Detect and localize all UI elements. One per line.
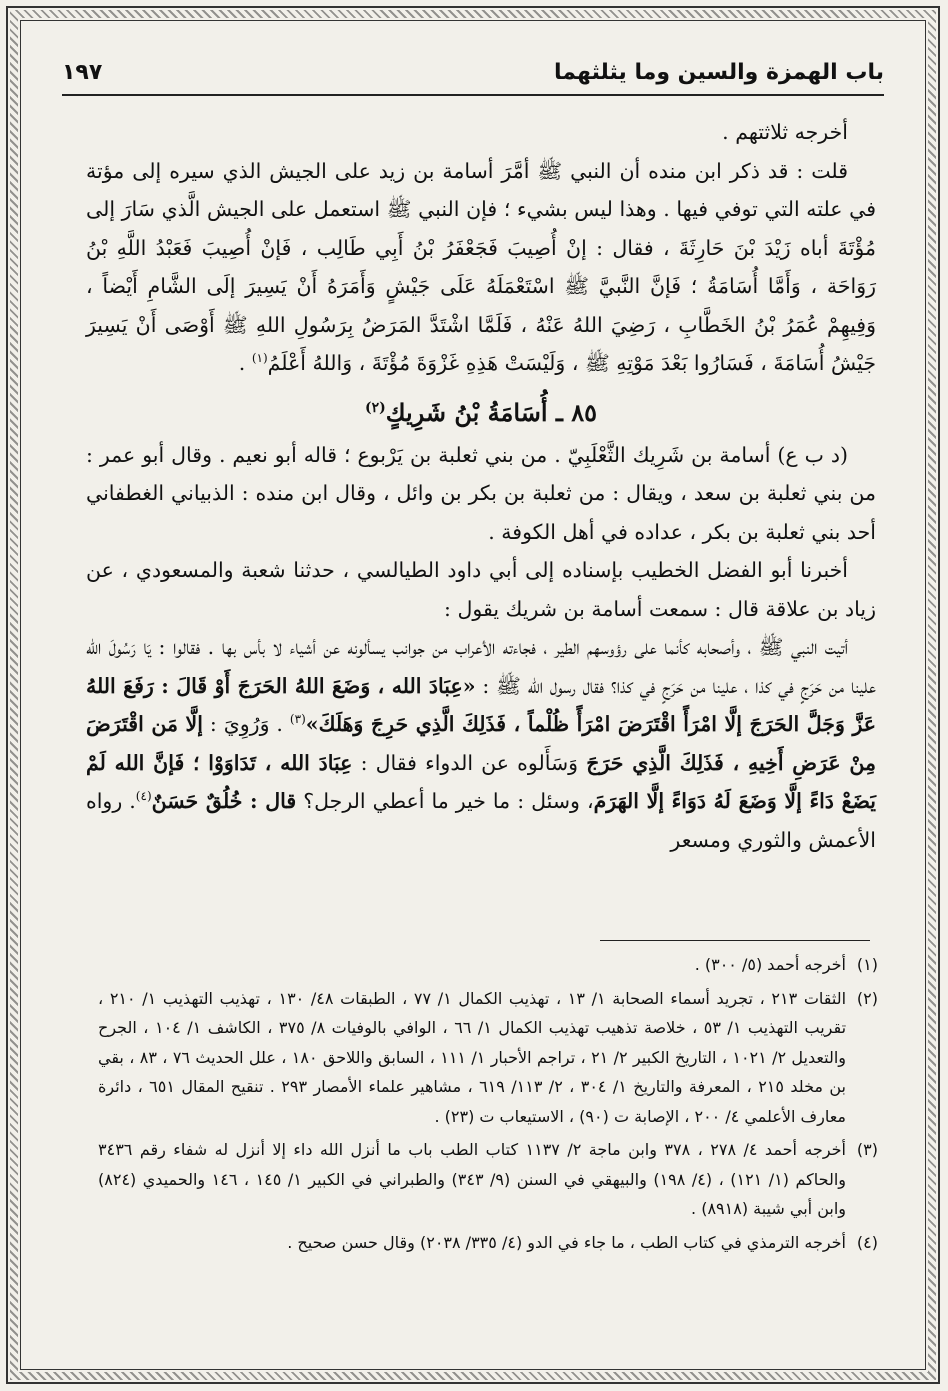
main-text (86, 113, 876, 859)
paragraph-text: وَسَأَلوه عن الدواء فقال : (360, 750, 579, 775)
header-divider (62, 94, 884, 96)
entry-heading (86, 385, 876, 436)
footnote (98, 1135, 878, 1224)
hadith-quote: قال : خُلُقٌ حَسَنٌ (151, 789, 297, 813)
hadith-quote: عِبَادَ الله ، تَدَاوَوْا ؛ فَإنَّ الله لَمْ يَضَعْ دَاءً إلَّا وَضَعَ لَهُ دَوَاءً إلَّا الهَرَمَ (86, 750, 876, 813)
paragraph-text: قلت : قد ذكر ابن منده أن النبي ﷺ أمَّرَ أسامة بن زيد على الجيش الذي سيره إلى مؤتة في علته التي توفي فيها . وهذا ليس بشيء ؛ فإن النبي ﷺ استعمل على الجيش الَّذي سَارَ إلى مُؤْتَةَ أباه زَيْدَ بْنَ حَارِثَةَ ، فقال : إنْ أُصِيبَ فَجَعْفَرُ بْنُ أَبِي طَالِب ، فَإنْ أُصِيبَ فَعَبْدُ اللَّهِ بْنُ رَوَاحَة ، وَأَمَّا أُسَامَةُ ؛ فَإنَّ النَّبيَّ ﷺ اسْتَعْمَلَهُ عَلَى جَيْشٍ وَأَمَرَهُ أَنْ يَسِيرَ إلَى الشَّامِ أَيْضاً ، وَفِيهِمْ عُمَرُ بْنُ الخَطَّابِ ، رَضِيَ اللهُ عَنْهُ ، فَلَمَّا اشْتَدَّ المَرَضُ بِرَسُولِ اللهِ ﷺ أَوْصَى أَنْ يَسِيرَ جَيْشُ أُسَامَةَ ، فَسَارُوا بَعْدَ مَوْتِهِ ﷺ ، وَلَيْسَتْ هَذِهِ غَزْوَةَ مُؤْتَةَ ، وَاللهُ أَعْلَمُ (86, 158, 876, 375)
footnote-number: (١) (856, 955, 878, 974)
paragraph-text: ، وسئل : ما خير ما أعطي الرجل؟ (303, 789, 594, 813)
paragraph-attribution (86, 113, 876, 152)
footnote-ref[interactable]: (٢) (364, 399, 386, 416)
footnote-text: أخرجه أحمد (٥/ ٣٠٠) . (694, 955, 846, 974)
footnotes (98, 950, 878, 1261)
footnote-text: الثقات ٢١٣ ، تجريد أسماء الصحابة ١/ ١٣ ، تهذيب الكمال ١/ ٧٧ ، الطبقات ٤٨/ ١٣٠ ، تهذيب التهذيب ١/ ٢١٠ ، تقريب التهذيب ١/ ٥٣ ، خلاصة تذهيب تهذيب الكمال ١/ ٦٦ ، الوافي بالوفيات ٨/ ٣٧٥ ، الكاشف ١/ ١٠٤ ، الجرح والتعديل ٢/ ١٠٢١ ، التاريخ الكبير ٢/ ٢١ ، تراجم الأحبار ١/ ١١١ ، السابق واللاحق ١٨٠ ، علل الحديث ٧٦ ، ٨٣ ، بقي بن مخلد ٢١٥ ، المعرفة والتاريخ ١/ ٣٠٤ ، ٢/ ١١٣/ ٦١٩ ، مشاهير علماء الأمصار ٢٩٣ . تنقيح المقال ٦٥١ ، دائرة معارف الأعلمي ٤/ ٢٠٠ ، الإصابة ت (٩٠) ، الاستيعاب ت (٢٣) . (98, 988, 847, 1126)
paragraph-text: أخبرنا أبو الفضل الخطيب بإسناده إلى أبي داود الطيالسي ، حدثنا شعبة والمسعودي ، عن زياد بن علاقة قال : سمعت أسامة بن شريك يقول : (86, 558, 876, 621)
paragraph-text: . وَرُوِيَ : (209, 712, 283, 736)
footnote-ref[interactable]: (١) (251, 351, 268, 366)
hadith-quote: «عِبَادَ الله ، وَضَعَ اللهُ الحَرَجَ أَوْ قَالَ : رَفَعَ اللهُ عَزَّ وَجَلَّ الحَرَجَ إلَّا امْرَأً اقْتَرَضَ امْرَأً ظُلْماً ، فَذَلِكَ الَّذِي حَرِجَ وَهَلَكَ» (86, 673, 876, 736)
paragraph-isnad (86, 551, 876, 628)
paragraph-text: . رواه الأعمش والثوري ومسعر (86, 789, 876, 852)
footnote-number: (٤) (856, 1232, 878, 1252)
footnote (98, 950, 878, 980)
footnote-text: أخرجه الترمذي في كتاب الطب ، ما جاء في الدو (٤/ ٣٣٥/ ٢٠٣٨) وقال حسن صحيح . (287, 1232, 846, 1252)
footnote-ref[interactable]: (٤) (135, 789, 152, 804)
page-number: ١٩٧ (62, 60, 103, 85)
footnote (98, 1228, 878, 1258)
footnote-divider (600, 940, 870, 941)
paragraph-hadith (86, 628, 876, 859)
paragraph-text: أتيت النبي ﷺ ، وأصحابه كأنما على رؤوسهم الطير ، فجاءته الأعراب من جوانب يسألونه عن أشياء لا بأس بها . فقالوا : يَا رَسُولَ الله علينا من حَرَجٍ في كذا ، علينا من حَرَجٍ في كذا؟ فقال رسول الله ﷺ : (86, 635, 876, 698)
footnote-ref[interactable]: (٣) (289, 712, 306, 727)
paragraph-text: (د ب ع) أسامة بن شَرِيك الثَّعْلَبِيّ . من بني ثعلبة بن يَرْبوع ؛ قاله أبو نعيم . وقال أبو عمر : من بني ثعلبة بن سعد ، ويقال : من ثعلبة بن بكر بن وائل ، وقال ابن منده : الذبياني الغطفاني أحد بني ثعلبة بن بكر ، عداده في أهل الكوفة . (86, 442, 876, 544)
paragraph-biography (86, 436, 876, 552)
running-header (62, 58, 884, 94)
footnote-text: أخرجه أحمد ٤/ ٢٧٨ ، ٣٧٨ وابن ماجة ٢/ ١١٣٧ كتاب الطب باب ما أنزل الله داء إلا أنزل له شفاء رقم ٣٤٣٦ والحاكم (١/ ١٢١) ، (٤/ ١٩٨) والبيهقي في السنن (٩/ ٣٤٣) والطبراني في الكبير ١/ ١٤٥ ، ١٤٦ والحميدي (٨٢٤) وابن أبي شيبة (٨٩١٨) . (98, 1140, 847, 1218)
paragraph-note: قلت : قد ذكر ابن منده أن النبي ﷺ أمَّرَ أسامة بن زيد على الجيش الذي سيره إلى مؤتة في علته التي توفي فيها . وهذا ليس بشيء ؛ فإن النبي ﷺ استعمل على الجيش الَّذي سَارَ إلى مُؤْتَةَ أباه زَيْدَ بْنَ حَارِثَةَ ، فقال : إنْ أُصِيبَ فَجَعْفَرُ بْنُ أَبِي طَالِب ، فَإنْ أُصِيبَ فَعَبْدُ اللَّهِ بْنُ رَوَاحَة ، وَأَمَّا أُسَامَةُ ؛ فَإنَّ النَّبيَّ ﷺ اسْتَعْمَلَهُ عَلَى جَيْشٍ وَأَمَرَهُ أَنْ يَسِيرَ إلَى الشَّامِ أَيْضاً ، وَفِيهِمْ عُمَرُ بْنُ الخَطَّابِ ، رَضِيَ اللهُ عَنْهُ ، فَلَمَّا اشْتَدَّ المَرَضُ بِرَسُولِ اللهِ ﷺ أَوْصَى أَنْ يَسِيرَ جَيْشُ أُسَامَةَ ، فَسَارُوا بَعْدَ مَوْتِهِ ﷺ ، وَلَيْسَتْ هَذِهِ غَزْوَةَ مُؤْتَةَ ، وَاللهُ أَعْلَمُ$^{(١)}$ . (86, 158, 876, 375)
running-header-title: باب الهمزة والسين وما يثلثهما (554, 60, 884, 85)
footnote-number: (٢) (856, 988, 878, 1008)
footnote-number: (٣) (856, 1140, 878, 1159)
paragraph-text: أخرجه ثلاثتهم . (722, 120, 848, 144)
footnote (98, 984, 878, 1132)
hadith-quote: إلَّا مَن اقْتَرَضَ مِنْ عَرَضِ أَخِيهِ ، فَذَلِكَ الَّذِي حَرَجَ (86, 712, 876, 775)
entry-heading-text: ٨٥ ـ أُسَامَةُ بْنُ شَرِيكٍ (385, 397, 598, 427)
